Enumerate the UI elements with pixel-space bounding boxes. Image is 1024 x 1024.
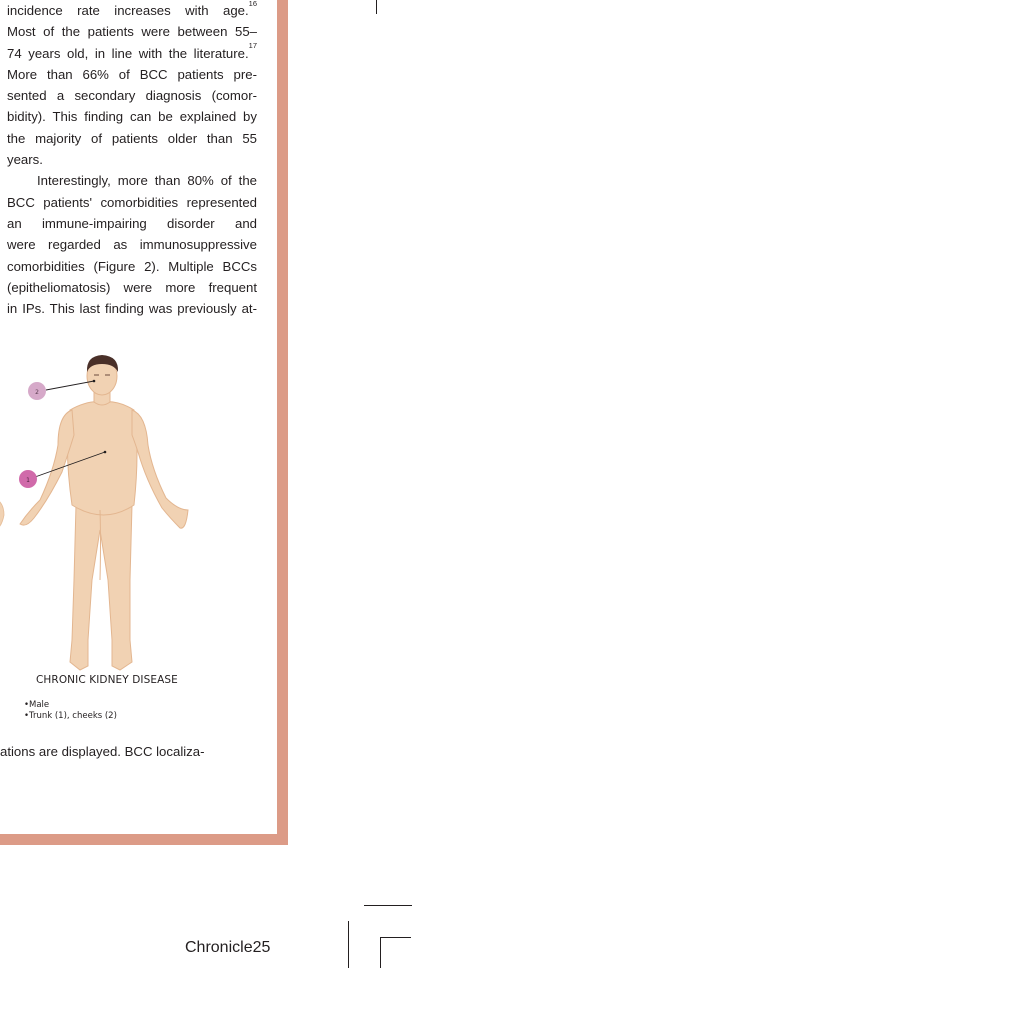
- leg-shading: [100, 510, 101, 580]
- body-line: BCC patients' comorbidities represented: [7, 194, 257, 210]
- crop-mark: [380, 937, 381, 968]
- article-body-text: [7, 0, 257, 319]
- body-line: Interestingly, more than 80% of the: [37, 173, 257, 189]
- bullet-item: •Male: [24, 700, 50, 710]
- crop-mark: [376, 0, 377, 14]
- crop-mark: [380, 937, 411, 938]
- body-line: (epitheliomatosis) were more frequent: [7, 279, 257, 295]
- body-line: incidence rate increases with age.$^{16}$: [7, 0, 257, 18]
- body-line: were regarded as immunosuppressive: [7, 237, 257, 253]
- body-map-figure: [0, 340, 270, 730]
- body-line: More than 66% of BCC patients pre-: [7, 66, 257, 82]
- body-line: Most of the patients were between 55–: [7, 24, 257, 40]
- body-silhouette: [20, 357, 188, 670]
- partial-hand: [0, 500, 4, 530]
- leader-dot-cheeks: [93, 380, 96, 383]
- marker-cheeks-label: 2: [35, 389, 39, 396]
- bullet-item: •Trunk (1), cheeks (2): [24, 710, 117, 721]
- figure-bullet-list: [24, 700, 117, 721]
- marker-trunk-label: 1: [26, 477, 30, 484]
- figure-title: CHRONIC KIDNEY DISEASE: [36, 674, 178, 686]
- figure-caption: ations are displayed. BCC localiza-: [0, 744, 205, 759]
- crop-mark: [348, 921, 349, 968]
- leader-line-cheeks: [46, 381, 94, 390]
- journal-footer: Chronicle25: [185, 939, 271, 956]
- body-line: sented a secondary diagnosis (comor-: [7, 88, 257, 104]
- body-line: bidity). This finding can be explained by: [7, 109, 257, 125]
- human-body-illustration: [0, 340, 270, 680]
- body-line: an immune-impairing disorder and: [7, 215, 257, 231]
- body-line: comorbidities (Figure 2). Multiple BCCs: [7, 258, 257, 274]
- leader-dot-trunk: [104, 451, 107, 454]
- body-line: the majority of patients older than 55: [7, 130, 257, 146]
- body-line: in IPs. This last finding was previously at-: [7, 301, 257, 317]
- body-line: years.: [7, 152, 43, 168]
- crop-mark: [364, 905, 412, 906]
- body-line: 74 years old, in line with the literature.$^{17}$: [7, 42, 257, 61]
